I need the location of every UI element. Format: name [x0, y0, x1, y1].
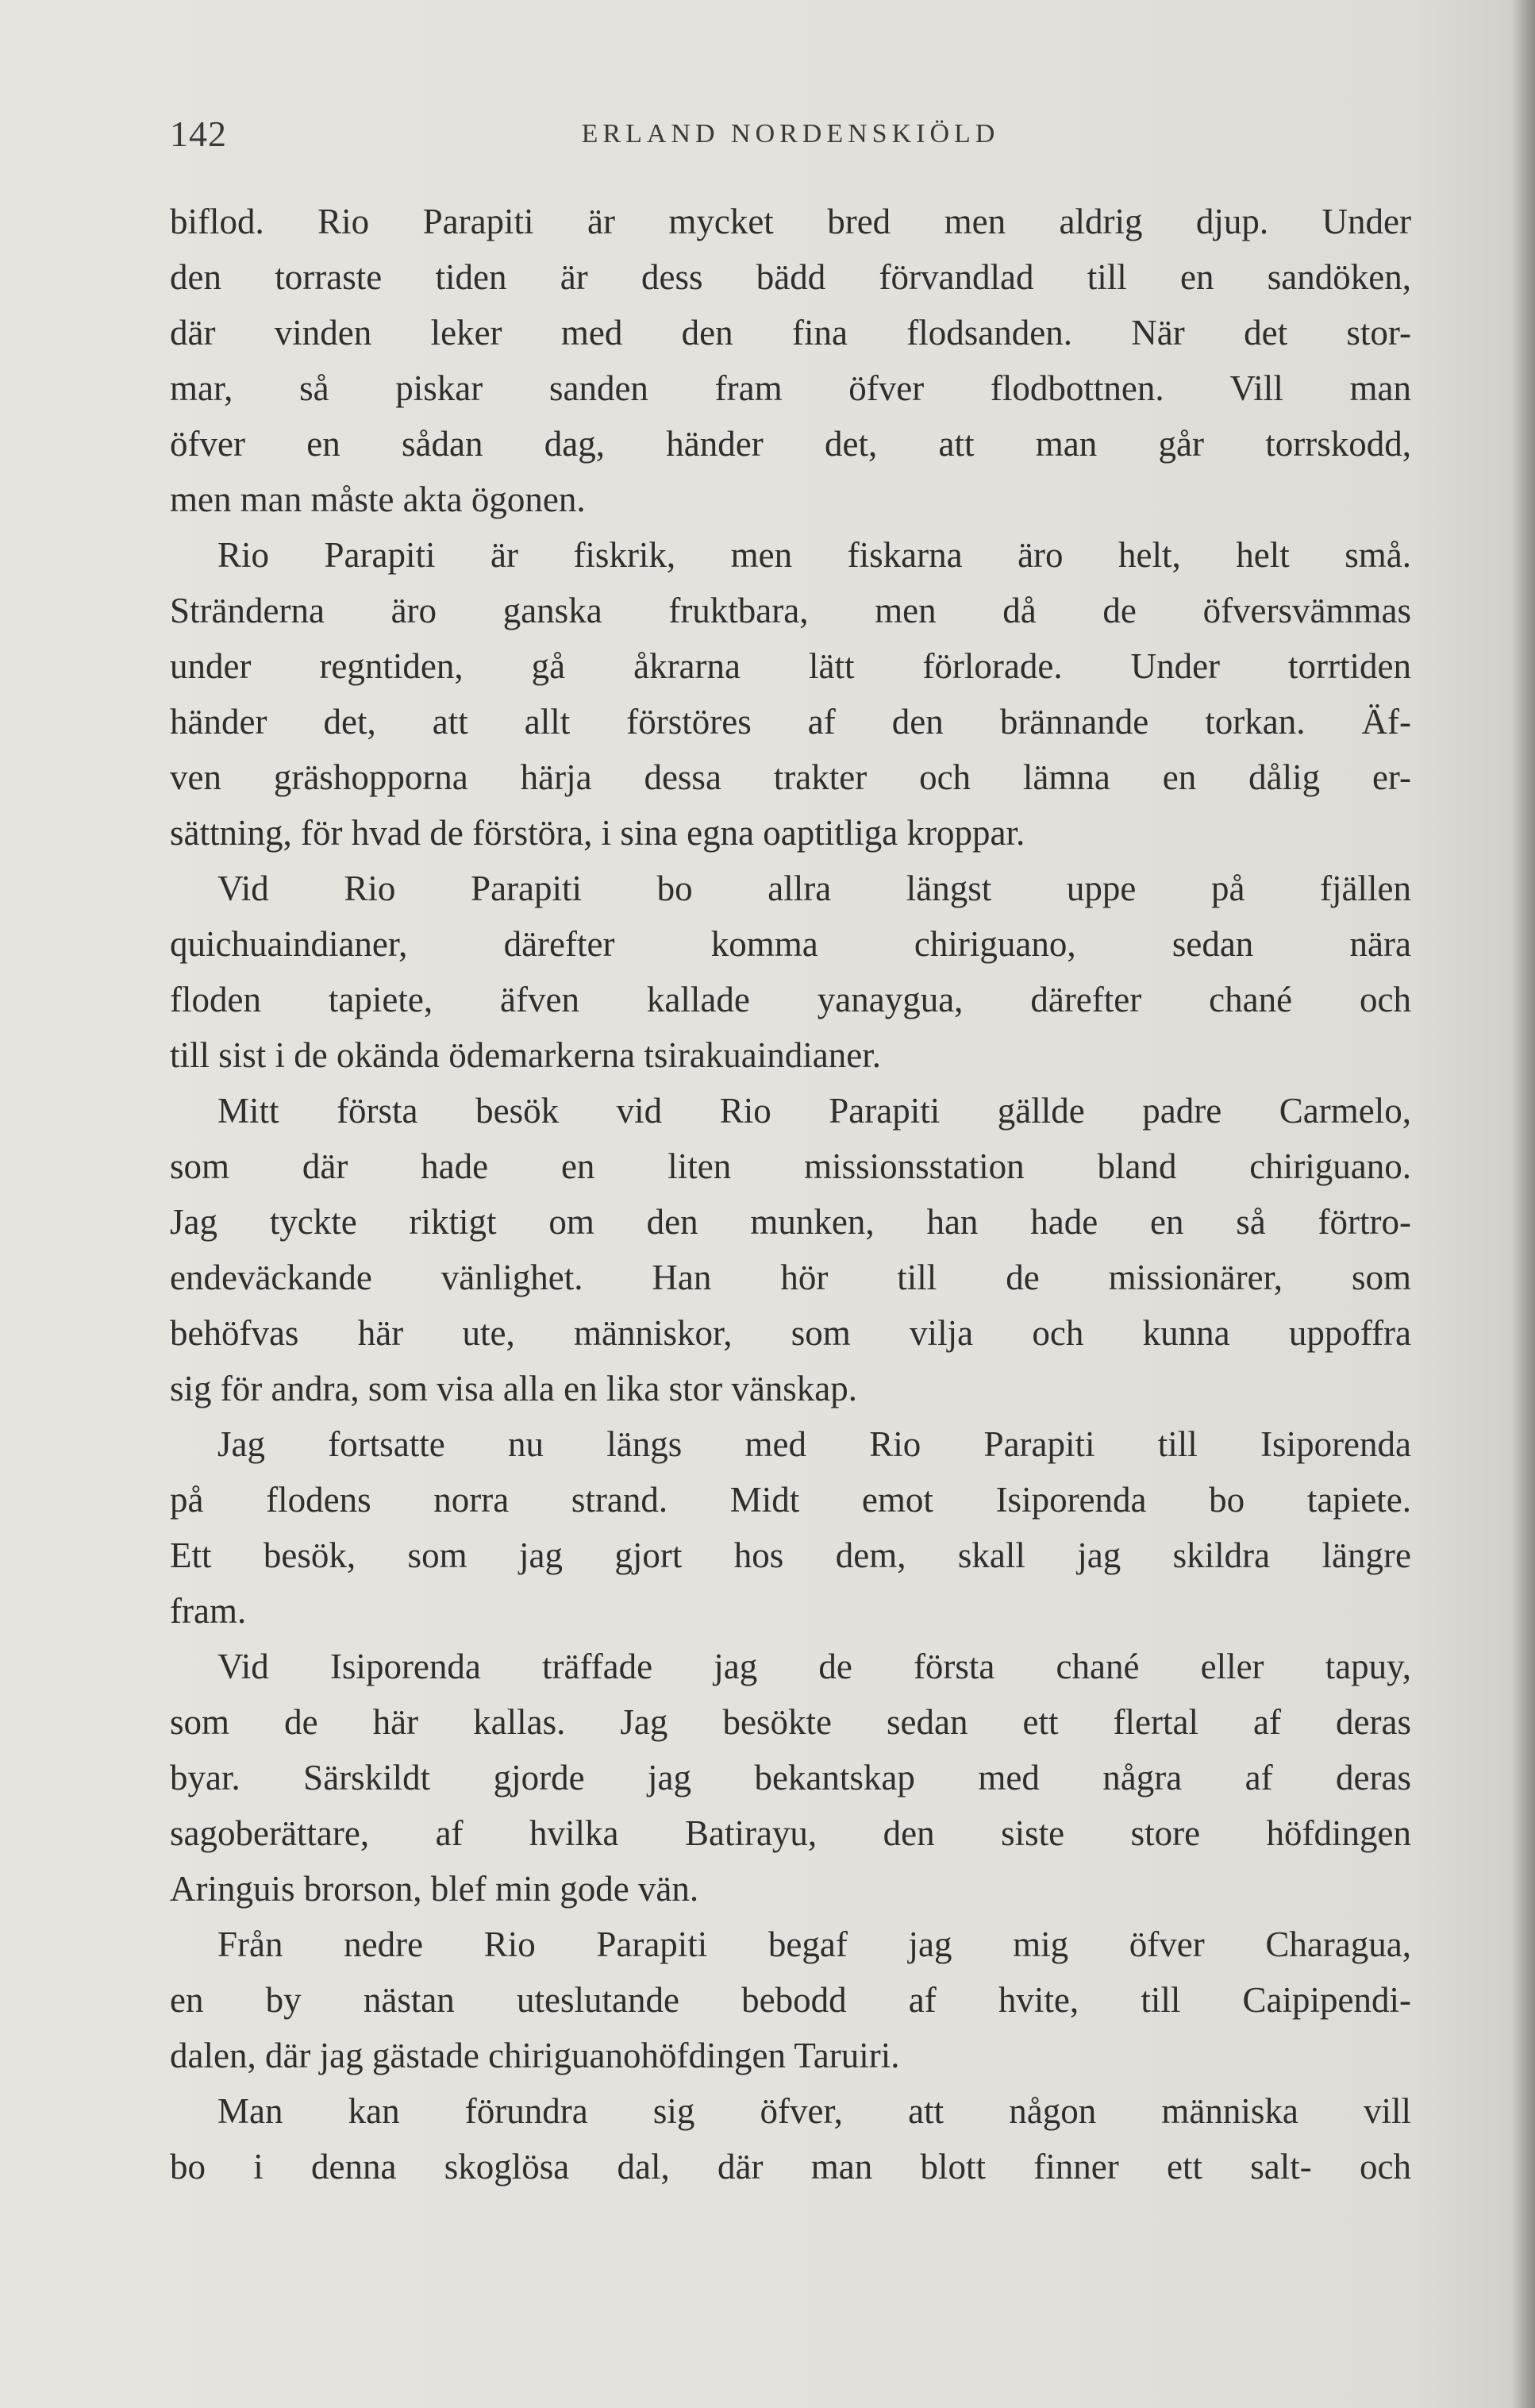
text-line: som där hade en liten missionsstation bland chiriguano.	[170, 1146, 1411, 1186]
text-line: där vinden leker med den fina flodsanden. När det stor-	[170, 313, 1411, 353]
text-line: som de här kallas. Jag besökte sedan ett flertal af deras	[170, 1702, 1411, 1742]
text-line: Man kan förundra sig öfver, att någon människa vill	[217, 2091, 1411, 2131]
text-line: endeväckande vänlighet. Han hör till de missionärer, som	[170, 1258, 1411, 1297]
text-line: den torraste tiden är dess bädd förvandlad till en sandöken,	[170, 257, 1411, 297]
text-line: sättning, för hvad de förstöra, i sina egna oaptitliga kroppar.	[170, 813, 1025, 853]
text-line: men man måste akta ögonen.	[170, 480, 586, 519]
text-line: öfver en sådan dag, händer det, att man går torrskodd,	[170, 424, 1411, 464]
body-text	[170, 194, 1411, 2194]
text-line: mar, så piskar sanden fram öfver flodbottnen. Vill man	[170, 368, 1411, 408]
text-line: Ett besök, som jag gjort hos dem, skall jag skildra längre	[170, 1535, 1411, 1575]
text-line: under regntiden, gå åkrarna lätt förlorade. Under torrtiden	[170, 646, 1411, 686]
text-line: Jag tyckte riktigt om den munken, han hade en så förtro-	[170, 1202, 1411, 1242]
text-line: Vid Rio Parapiti bo allra längst uppe på fjällen	[217, 869, 1411, 908]
text-line: händer det, att allt förstöres af den brännande torkan. Äf-	[170, 702, 1411, 742]
page-number: 142	[170, 114, 227, 154]
text-line: sig för andra, som visa alla en lika stor vänskap.	[170, 1369, 858, 1408]
text-line: byar. Särskildt gjorde jag bekantskap med några af deras	[170, 1758, 1411, 1797]
text-line: på flodens norra strand. Midt emot Isiporenda bo tapiete.	[170, 1480, 1411, 1520]
page-edge-shadow	[1511, 0, 1535, 2408]
text-line: dalen, där jag gästade chiriguanohöfdingen Taruiri.	[170, 2036, 900, 2075]
text-line: till sist i de okända ödemarkerna tsirakuaindianer.	[170, 1035, 881, 1075]
text-line: Stränderna äro ganska fruktbara, men då de öfversvämmas	[170, 591, 1411, 630]
text-line: Aringuis brorson, blef min gode vän.	[170, 1869, 699, 1909]
text-line: biflod. Rio Parapiti är mycket bred men aldrig djup. Under	[170, 202, 1411, 241]
page-header	[170, 113, 1411, 168]
running-head: ERLAND NORDENSKIÖLD	[581, 119, 1000, 148]
text-line: fram.	[170, 1591, 247, 1631]
text-line: Jag fortsatte nu längs med Rio Parapiti till Isiporenda	[217, 1424, 1411, 1464]
text-line: Rio Parapiti är fiskrik, men fiskarna äro helt, helt små.	[217, 535, 1411, 575]
text-line: ven gräshopporna härja dessa trakter och lämna en dålig er-	[170, 757, 1411, 797]
text-line: bo i denna skoglösa dal, där man blott finner ett salt- och	[170, 2147, 1411, 2186]
text-line: Mitt första besök vid Rio Parapiti gällde padre Carmelo,	[217, 1091, 1411, 1131]
text-line: quichuaindianer, därefter komma chiriguano, sedan nära	[170, 924, 1411, 964]
text-line: sagoberättare, af hvilka Batirayu, den siste store höfdingen	[170, 1813, 1411, 1853]
text-line: Från nedre Rio Parapiti begaf jag mig öfver Charagua,	[217, 1924, 1411, 1964]
text-line: Vid Isiporenda träffade jag de första chané eller tapuy,	[217, 1647, 1411, 1686]
text-line: floden tapiete, äfven kallade yanaygua, därefter chané och	[170, 980, 1411, 1019]
text-line: behöfvas här ute, människor, som vilja och kunna uppoffra	[170, 1313, 1411, 1353]
text-line: en by nästan uteslutande bebodd af hvite, till Caipipendi-	[170, 1980, 1411, 2020]
